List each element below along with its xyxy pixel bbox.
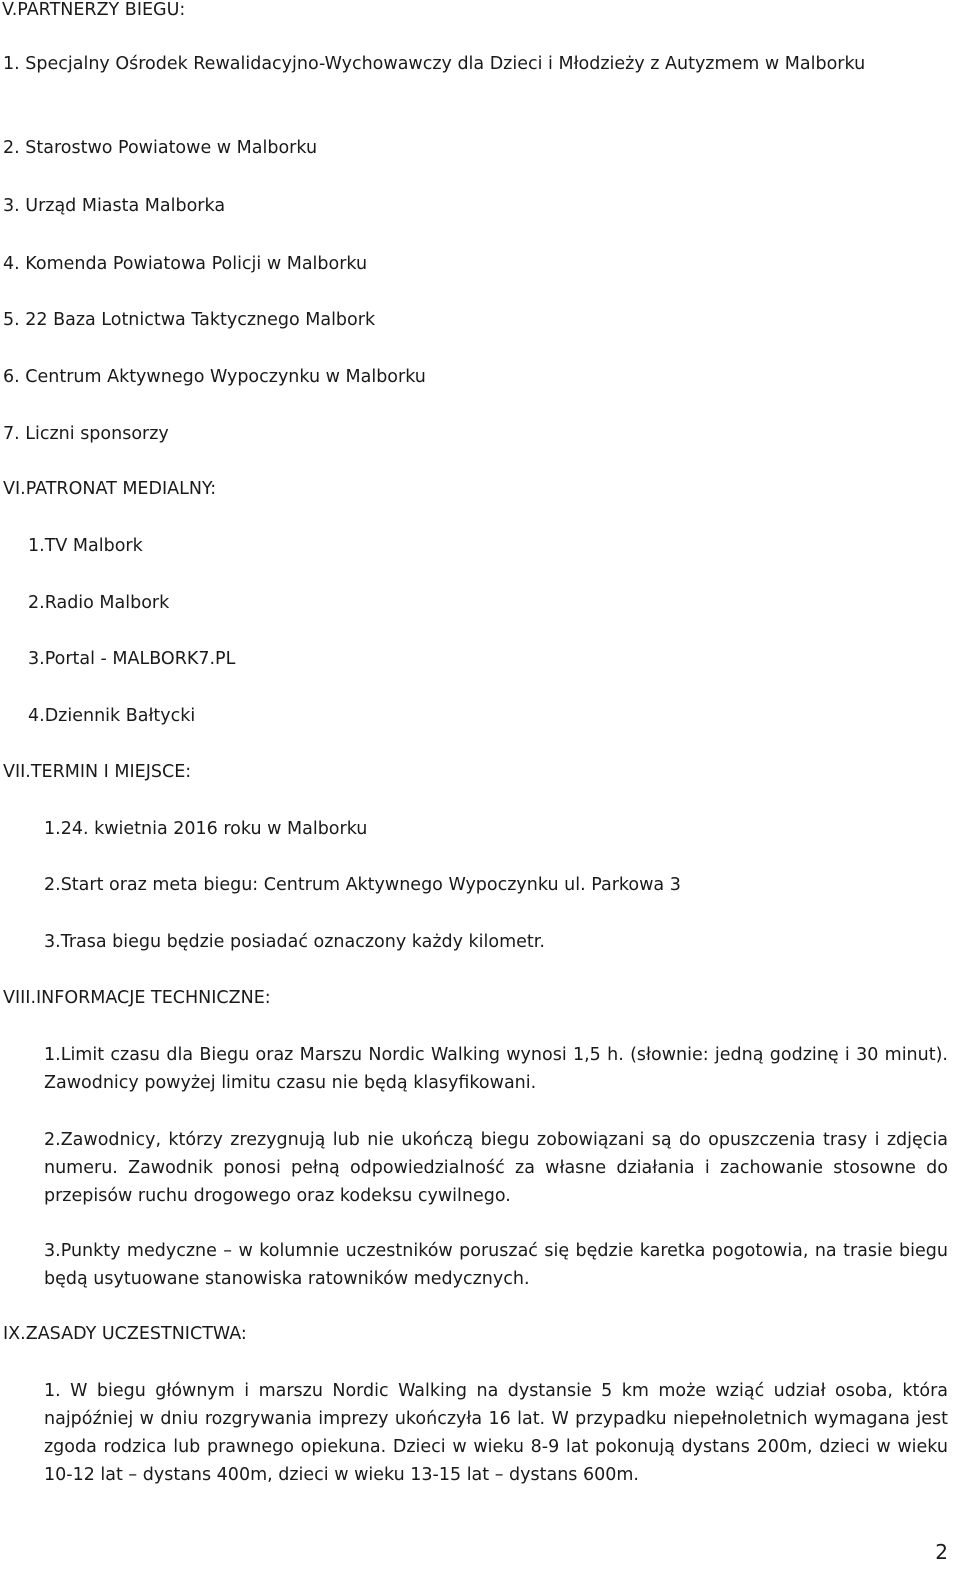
section-viii-item-2: 2.Zawodnicy, którzy zrezygnują lub nie ukończą biegu zobowiązani są do opuszczenia trasy i zdjęcia numeru. Zawodnik ponosi pełną odpowiedzialność za własne działania i zachowanie stosowne do przepisów ruchu drogowego oraz kodeksu cywilnego.: [44, 1130, 948, 1206]
section-vii-item-2: 2.Start oraz meta biegu: Centrum Aktywnego Wypoczynku ul. Parkowa 3: [44, 875, 681, 895]
section-viii-item-1: 1.Limit czasu dla Biegu oraz Marszu Nordic Walking wynosi 1,5 h. (słownie: jedną godzinę i 30 minut). Zawodnicy powyżej limitu czasu nie będą klasyfikowani.: [44, 1045, 948, 1093]
section-viii-heading: VIII.INFORMACJE TECHNICZNE:: [3, 988, 271, 1008]
section-vii-heading: VII.TERMIN I MIEJSCE:: [3, 762, 192, 782]
section-v-heading: V.PARTNERZY BIEGU:: [2, 0, 186, 20]
section-vi-item-2: 2.Radio Malbork: [28, 593, 170, 613]
section-v-item-6: 6. Centrum Aktywnego Wypoczynku w Malborku: [3, 367, 426, 387]
section-v-item-1: 1. Specjalny Ośrodek Rewalidacyjno-Wychowawczy dla Dzieci i Młodzieży z Autyzmem w Malborku: [3, 54, 866, 74]
section-vi-item-1: 1.TV Malbork: [28, 536, 143, 556]
section-v-item-3: 3. Urząd Miasta Malborka: [3, 196, 226, 216]
section-v-item-2: 2. Starostwo Powiatowe w Malborku: [3, 138, 318, 158]
section-vii-item-1: 1.24. kwietnia 2016 roku w Malborku: [44, 819, 368, 839]
section-ix-item-1: 1. W biegu głównym i marszu Nordic Walking na dystansie 5 km może wziąć udział osoba, która najpóźniej w dniu rozgrywania imprezy ukończyła 16 lat. W przypadku niepełnoletnich wymagana jest zgoda rodzica lub prawnego opiekuna. Dzieci w wieku 8-9 lat pokonują dystans 200m, dzieci w wieku 10-12 lat – dystans 400m, dzieci w wieku 13-15 lat – dystans 600m.: [44, 1381, 948, 1485]
section-vi-heading: VI.PATRONAT MEDIALNY:: [3, 479, 217, 499]
section-viii-item-3: 3.Punkty medyczne – w kolumnie uczestników poruszać się będzie karetka pogotowia, na trasie biegu będą usytuowane stanowiska ratowników medycznych.: [44, 1241, 948, 1289]
section-vi-item-4: 4.Dziennik Bałtycki: [28, 706, 196, 726]
section-ix-heading: IX.ZASADY UCZESTNICTWA:: [3, 1324, 247, 1344]
section-vii-item-3: 3.Trasa biegu będzie posiadać oznaczony każdy kilometr.: [44, 932, 545, 952]
section-v-item-4: 4. Komenda Powiatowa Policji w Malborku: [3, 254, 368, 274]
section-vi-item-3: 3.Portal - MALBORK7.PL: [28, 649, 236, 669]
section-v-item-7: 7. Liczni sponsorzy: [3, 424, 169, 444]
section-v-item-5: 5. 22 Baza Lotnictwa Taktycznego Malbork: [3, 310, 376, 330]
page-number: 2: [935, 1540, 948, 1564]
